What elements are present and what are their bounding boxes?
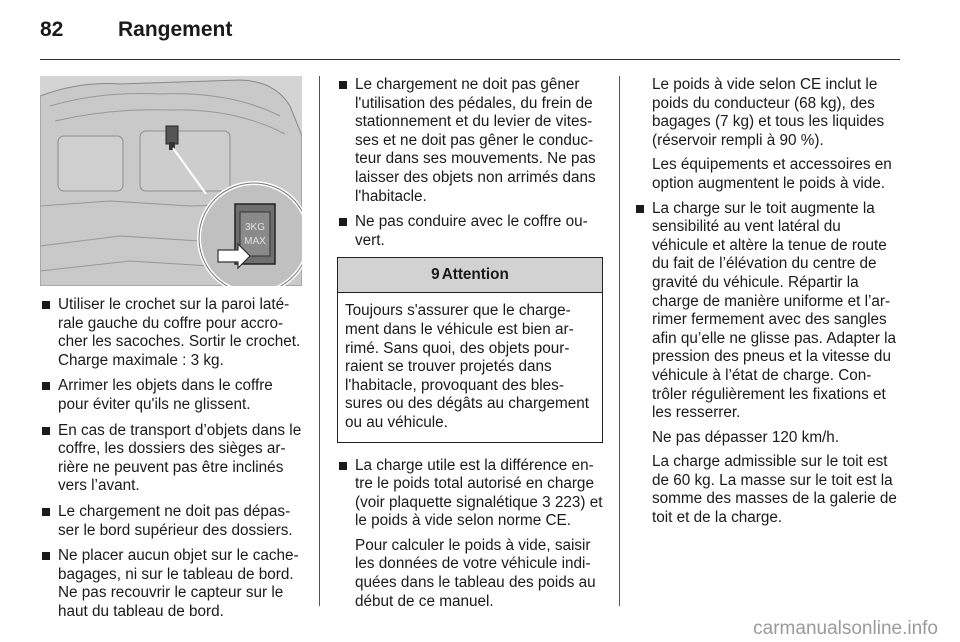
list-item: Utiliser le crochet sur la paroi latérale gauche du coffre pour accrocher les sacoches. Sortir le crochet. Charge maximale : 3 kg.: [40, 296, 306, 370]
bullet-square: [636, 205, 644, 213]
list-item: Le chargement ne doit pas gêner l'utilisation des pédales, du frein de stationnement et du levier de vitesses et ne doit pas gêner le conducteur dans ses mouvements. Ne pas laisser des objets non arrimés dans l'habitacle.: [337, 76, 603, 206]
paragraph: Ne pas dépasser 120 km/h.: [652, 428, 840, 446]
list-item: Le chargement ne doit pas dépasser le bord supérieur des dossiers.: [40, 503, 306, 540]
paragraph: Les équipements et accessoires en option augmentent le poids à vide.: [652, 156, 892, 192]
hook-sign-line-2: MAX: [244, 236, 266, 247]
reference-arrow-icon: 3: [542, 493, 551, 511]
column-1-text: [40, 296, 306, 629]
paragraph: La charge admissible sur le toit est de 60 kg. La masse sur le toit est la somme des masses de la galerie de toit et de la charge.: [652, 453, 897, 527]
warning-text: Toujours s'assurer que le chargement dans le véhicule est bien arrimé. Sans quoi, des objets pourraient se trouver projetés dans l'habitacle, provoquant des blessures ou des dégâts au chargement ou au véhicule.: [345, 302, 590, 431]
page-reference: 223): [554, 493, 586, 511]
header-rule: [40, 59, 900, 60]
paragraph: Pour calculer le poids à vide, saisir les données de votre véhicule indiquées dans le tableau des poids au début de ce manuel.: [355, 536, 596, 610]
hook-sign-line-1: 3KG: [244, 222, 266, 233]
page-title: Rangement: [118, 18, 233, 41]
column-divider-2: [619, 76, 620, 606]
bullet-square: [42, 427, 50, 435]
warning-box: [337, 257, 603, 442]
watermark: carmanualsonline.info: [753, 618, 938, 639]
list-item: Ne pas conduire avec le coffre ouvert.: [337, 213, 603, 250]
page-number: 82: [40, 18, 64, 41]
column-divider-1: [319, 76, 320, 606]
warning-title: Attention: [441, 266, 509, 284]
list-item: En cas de transport d’objets dans le coffre, les dossiers des sièges arrière ne peuvent pas être inclinés vers l’avant.: [40, 422, 306, 496]
warning-icon: 9: [431, 266, 440, 284]
bullet-square: [339, 218, 347, 226]
bullet-square: [339, 81, 347, 89]
bullet-square: [42, 552, 50, 560]
column-3-text: [634, 76, 900, 534]
bullet-square: [42, 301, 50, 309]
column-2-text: [337, 76, 603, 617]
bullet-square: [339, 462, 347, 470]
bullet-square: [42, 382, 50, 390]
trunk-hook-illustration: [40, 76, 302, 286]
bullet-square: [42, 508, 50, 516]
trunk-hook-drawing: [40, 76, 302, 286]
list-item: La charge utile est la différence entre le poids total autorisé en charge (voir plaquette signalétique 3 223) et le poids à vide selon norme CE.: [337, 457, 603, 531]
list-item: Arrimer les objets dans le coffre pour éviter qu'ils ne glissent.: [40, 377, 306, 414]
warning-header: [338, 258, 602, 293]
list-item: Ne placer aucun objet sur le cache-bagages, ni sur le tableau de bord. Ne pas recouvrir le capteur sur le haut du tableau de bord.: [40, 547, 306, 621]
list-item: La charge sur le toit augmente la sensibilité au vent latéral du véhicule et altère la tenue de route du fait de l’élévation du centre de gravité du véhicule. Répartir la charge de manière uniforme et l’arrimer fermement avec des sangles afin qu’elle ne glisse pas. Adapter la pression des pneus et la vitesse du véhicule à l’état de charge. Contrôler régulièrement les fixations et les resserrer.: [634, 200, 900, 423]
paragraph: Le poids à vide selon CE inclut le poids du conducteur (68 kg), des bagages (7 kg) et tous les liquides (réservoir rempli à 90 %).: [652, 76, 885, 149]
